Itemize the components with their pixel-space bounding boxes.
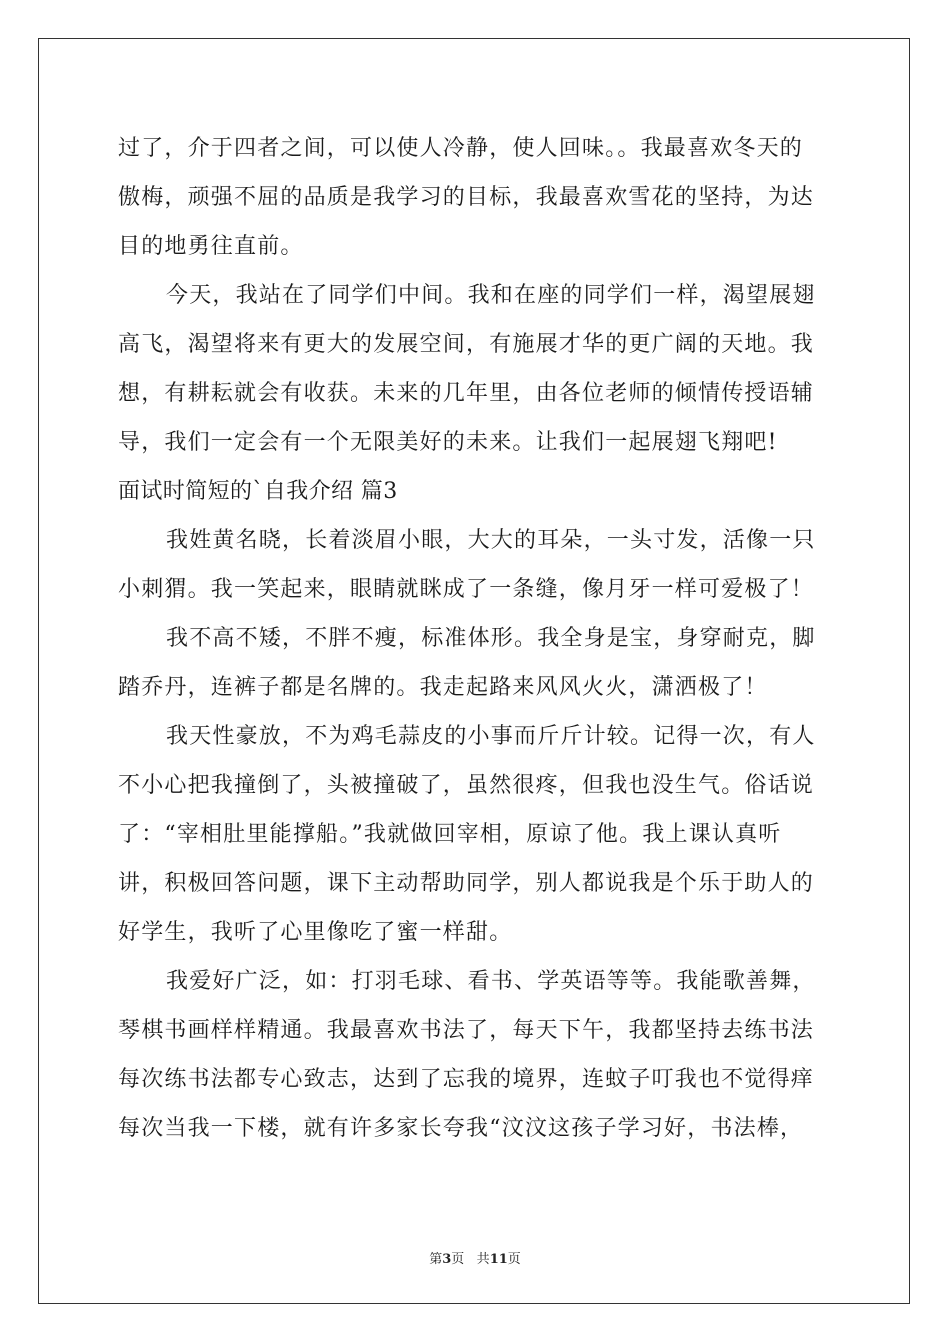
text-line: 今天，我站在了同学们中间。我和在座的同学们一样，渴望展翅 bbox=[166, 283, 816, 308]
footer-prefix: 第 bbox=[429, 1252, 443, 1267]
section-heading: 面试时简短的`自我介绍 篇3 bbox=[118, 479, 398, 504]
footer-page-suffix: 页 bbox=[451, 1252, 465, 1267]
document-body bbox=[118, 124, 838, 1153]
text-line: 不小心把我撞倒了，头被撞破了，虽然很疼，但我也没生气。俗话说 bbox=[118, 773, 815, 798]
text-line: 琴棋书画样样精通。我最喜欢书法了，每天下午，我都坚持去练书法 bbox=[118, 1018, 815, 1043]
text-line: 了：“宰相肚里能撑船。”我就做回宰相，原谅了他。我上课认真听 bbox=[118, 822, 782, 847]
text-line: 我天性豪放，不为鸡毛蒜皮的小事而斤斤计较。记得一次，有人 bbox=[166, 724, 816, 749]
text-line: 每次练书法都专心致志，达到了忘我的境界，连蚊子叮我也不觉得痒 bbox=[118, 1067, 815, 1092]
page-footer bbox=[0, 1248, 950, 1267]
footer-total-prefix: 共 bbox=[476, 1252, 490, 1267]
text-line: 我姓黄名晓，长着淡眉小眼，大大的耳朵，一头寸发，活像一只 bbox=[166, 528, 816, 553]
text-line: 我爱好广泛，如：打羽毛球、看书、学英语等等。我能歌善舞， bbox=[166, 969, 816, 994]
text-line: 傲梅，顽强不屈的品质是我学习的目标，我最喜欢雪花的坚持，为达 bbox=[118, 185, 815, 210]
text-line: 目的地勇往直前。 bbox=[118, 234, 304, 259]
text-line: 讲，积极回答问题，课下主动帮助同学，别人都说我是个乐于助人的 bbox=[118, 871, 815, 896]
text-line: 我不高不矮，不胖不瘦，标准体形。我全身是宝，身穿耐克，脚 bbox=[166, 626, 816, 651]
text-line: 想，有耕耘就会有收获。未来的几年里，由各位老师的倾情传授语辅 bbox=[118, 381, 815, 406]
footer-total-suffix: 页 bbox=[507, 1252, 521, 1267]
text-line: 小刺猬。我一笑起来，眼睛就眯成了一条缝，像月牙一样可爱极了！ bbox=[118, 577, 815, 602]
text-line: 过了，介于四者之间，可以使人冷静，使人回味。。我最喜欢冬天的 bbox=[118, 136, 804, 161]
text-line: 踏乔丹，连裤子都是名牌的。我走起路来风风火火，潇洒极了！ bbox=[118, 675, 768, 700]
footer-page-number: 3 bbox=[442, 1252, 452, 1267]
text-line: 好学生，我听了心里像吃了蜜一样甜。 bbox=[118, 920, 513, 945]
footer-total-pages: 11 bbox=[489, 1252, 508, 1267]
text-line: 高飞，渴望将来有更大的发展空间，有施展才华的更广阔的天地。我 bbox=[118, 332, 815, 357]
text-line: 导，我们一定会有一个无限美好的未来。让我们一起展翅飞翔吧! bbox=[118, 430, 778, 455]
text-line: 每次当我一下楼，就有许多家长夸我“汶汶这孩子学习好，书法棒， bbox=[118, 1116, 804, 1141]
